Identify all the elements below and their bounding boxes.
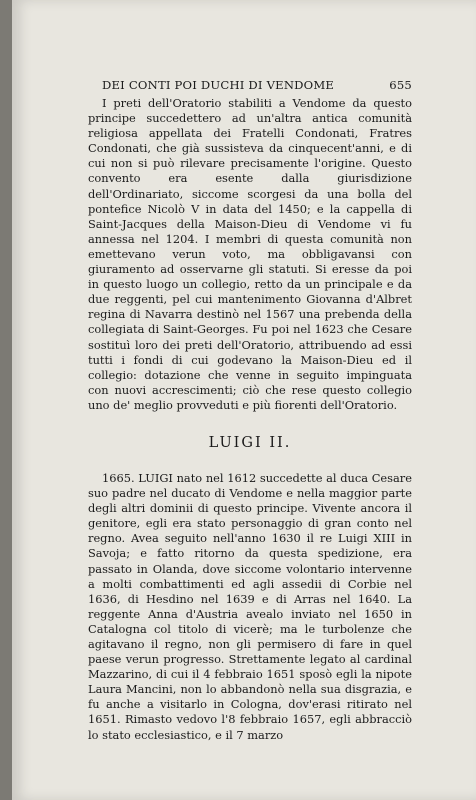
running-title: DEI CONTI POI DUCHI DI VENDOME [102, 78, 335, 92]
section-heading: LUIGI II. [208, 434, 292, 451]
book-page [12, 0, 476, 800]
page-number: 655 [389, 78, 412, 92]
paragraph-luigi: 1665. LUIGI nato nel 1612 succedette al duca Cesare suo padre nel ducato di Vendome e nella maggior parte degli altri dominii di questo principe. Vivente ancora il genitore, egli era stato personaggio di gran conto nel regno. Avea seguito nell'anno 1630 il re Luigi XIII in Savoja; e fatto ritorno da questa spedizione, era passato in Olanda, dove siccome volontario intervenne a molti combattimenti ed agli assedii di Corbie nel 1636, di Hesdino nel 1639 e di Arras nel 1640. La reggente Anna d'Austria avealo inviato nel 1650 in Catalogna col titolo di vicerè; ma le turbolenze che agitavano il regno, non gli permisero di fare in quel paese verun progresso. Strettamente legato al cardinal Mazzarino, di cui il 4 febbraio 1651 sposò egli la nipote Laura Mancini, non lo abbandonò nella sua disgrazia, e fu anche a visitarlo in Cologna, dov'erasi ritirato nel 1651. Rimasto vedovo l'8 febbraio 1657, egli abbracciò lo stato ecclesiastico, e il 7 marzo [88, 470, 412, 742]
page-content [88, 76, 412, 743]
running-head [88, 76, 412, 96]
paragraph-oratorio: I preti dell'Oratorio stabiliti a Vendome da questo principe succedettero ad un'altra antica comunità religiosa appellata dei Fratelli Condonati, Fratres Condonati, che già sussisteva da cinquecent'anni, e di cui non si può rilevare precisamente l'origine. Questo convento era esente dalla giurisdizione dell'Ordinariato, siccome scorgesi da una bolla del pontefice Nicolò V in data del 1450; e la cappella di Saint-Jacques della Maison-Dieu di Vendome vi fu annessa nel 1204. I membri di questa comunità non emettevano verun voto, ma obbligavansi con giuramento ad osservarne gli statuti. Si eresse da poi in questo luogo un collegio, retto da un principale e da due reggenti, pel cui mantenimento Giovanna d'Albret regina di Navarra destinò nel 1567 una prebenda della collegiata di Saint-Georges. Fu poi nel 1623 che Cesare sostituì loro dei preti dell'Oratorio, attribuendo ad essi tutti i fondi di cui godevano la Maison-Dieu ed il collegio: dotazione che venne in seguito impinguata con nuovi accrescimenti; ciò che rese questo collegio uno de' meglio provveduti e più fiorenti dell'Oratorio. [88, 96, 412, 412]
